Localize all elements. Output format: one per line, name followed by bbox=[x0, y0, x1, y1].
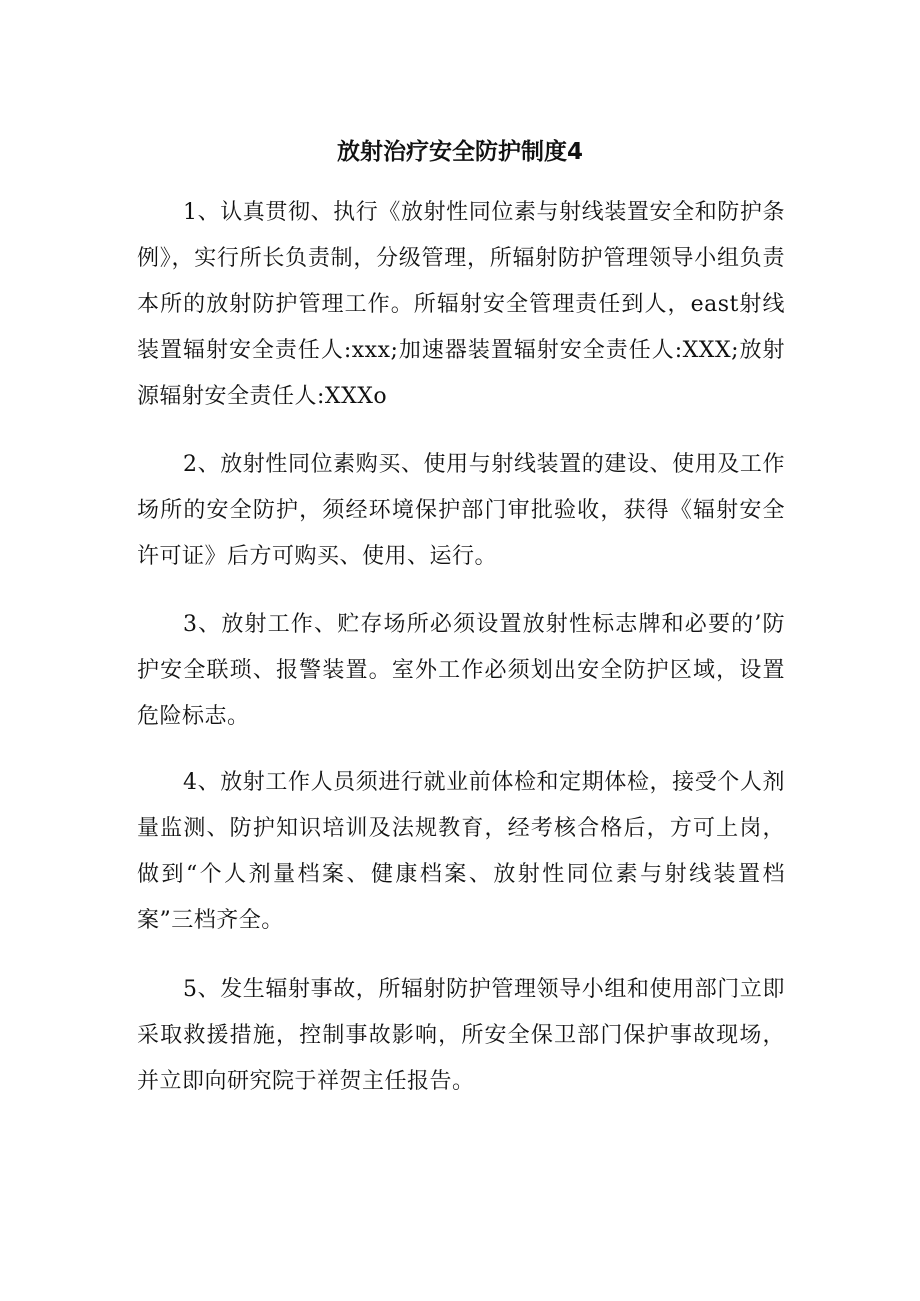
paragraph-1: 1、认真贯彻、执行《放射性同位素与射线装置安全和防护条例》，实行所长负责制，分级管理，所辐射防护管理领导小组负责本所的放射防护管理工作。所辐射安全管理责任到人，east射线装置辐射安全责任人:xxx;加速器装置辐射安全责任人:XXX;放射源辐射安全责任人:XXXo bbox=[137, 200, 785, 409]
paragraph-3: 3、放射工作、贮存场所必须设置放射性标志牌和必要的’防护安全联琐、报警装置。室外工作必须划出安全防护区域，设置危险标志。 bbox=[137, 612, 785, 729]
document-title: 放射治疗安全防护制度4 bbox=[336, 139, 583, 165]
paragraph-2: 2、放射性同位素购买、使用与射线装置的建设、使用及工作场所的安全防护，须经环境保护部门审批验收，获得《辐射安全许可证》后方可购买、使用、运行。 bbox=[137, 452, 785, 569]
paragraph-5: 5、发生辐射事故，所辐射防护管理领导小组和使用部门立即采取救援措施，控制事故影响，所安全保卫部门保护事故现场，并立即向研究院于祥贺主任报告。 bbox=[137, 977, 785, 1094]
paragraph-4: 4、放射工作人员须进行就业前体检和定期体检，接受个人剂量监测、防护知识培训及法规教育，经考核合格后，方可上岗，做到“个人剂量档案、健康档案、放射性同位素与射线装置档案”三档齐全。 bbox=[137, 770, 785, 933]
